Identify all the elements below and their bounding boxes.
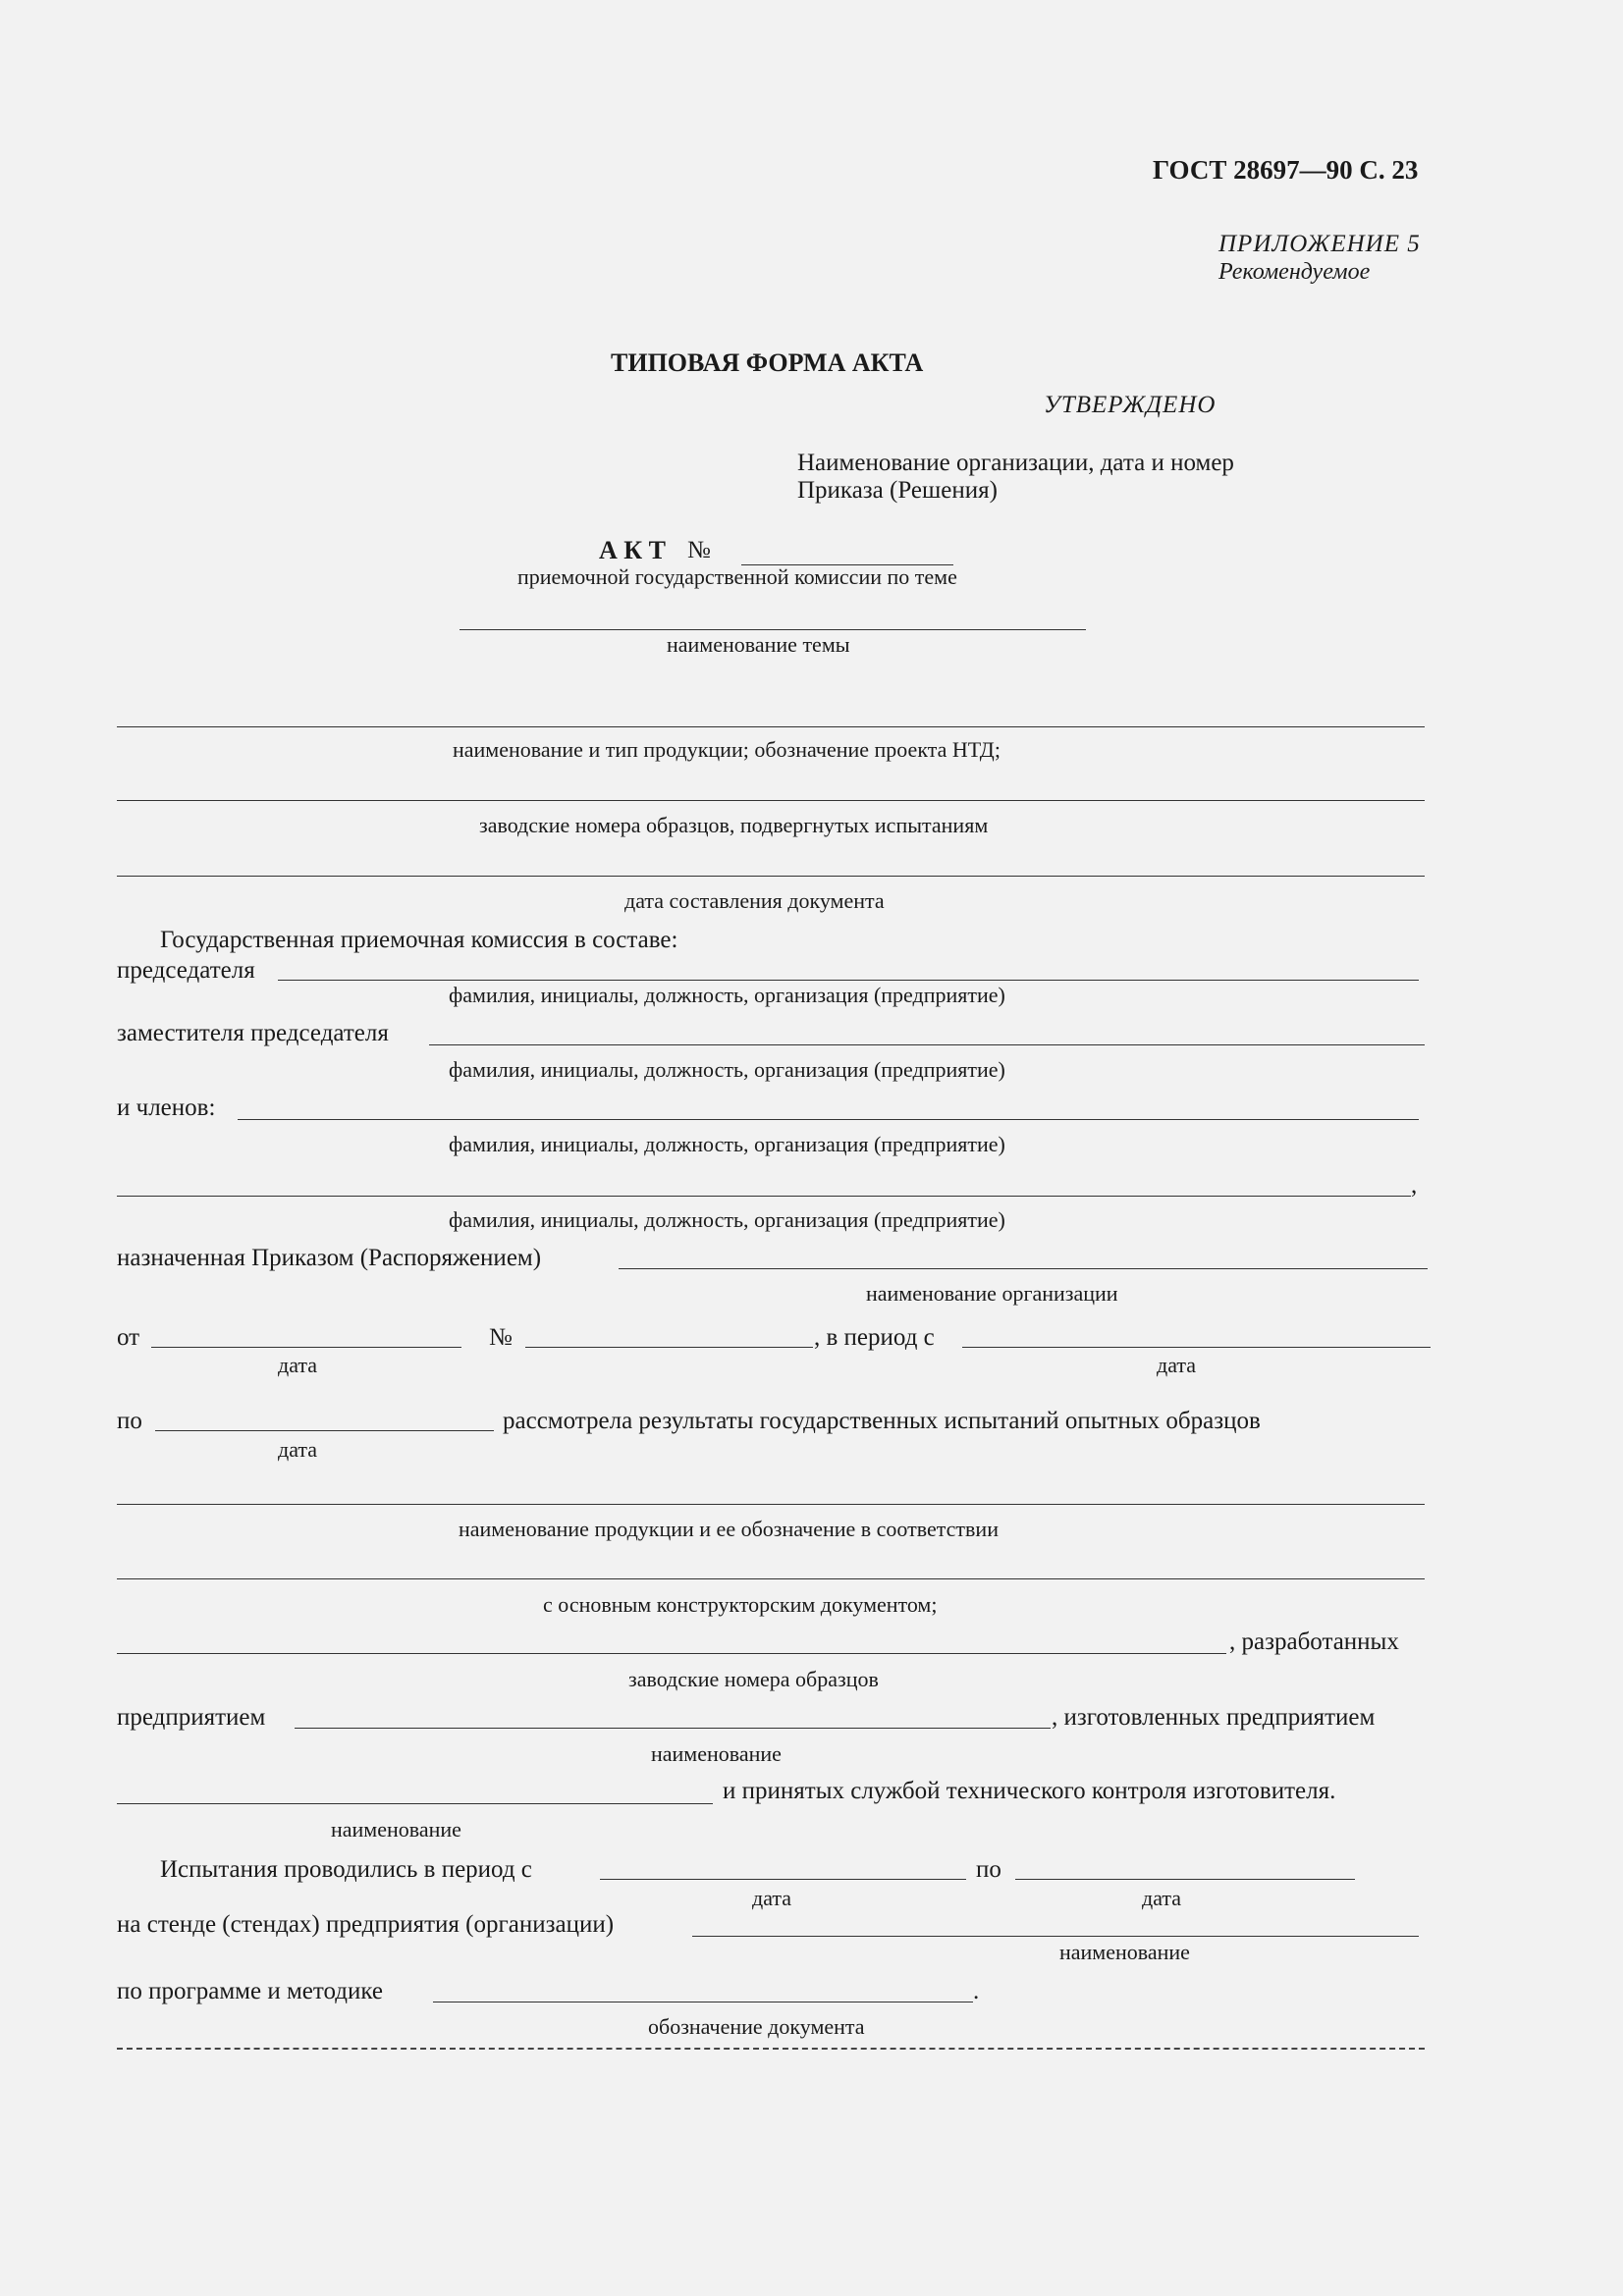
- doc-designation-caption: обозначение документа: [648, 2014, 865, 2039]
- product-designation-field[interactable]: [117, 1504, 1425, 1505]
- tests-period-label: Испытания проводились в период с: [160, 1856, 532, 1883]
- chairman-caption: фамилия, инициалы, должность, организация (предприятие): [449, 983, 1005, 1007]
- topic-field[interactable]: [460, 629, 1086, 630]
- enterprise-label: предприятием: [117, 1704, 266, 1731]
- program-label: по программе и методике: [117, 1978, 383, 2004]
- serials-tested-field[interactable]: [117, 800, 1425, 801]
- reviewed-text: рассмотрела результаты государственных испытаний опытных образцов: [503, 1408, 1261, 1434]
- members-caption-2: фамилия, инициалы, должность, организация (предприятие): [449, 1207, 1005, 1232]
- period-to-caption: дата: [278, 1437, 318, 1462]
- period-from-caption: дата: [1157, 1353, 1197, 1377]
- page-title: ТИПОВАЯ ФОРМА АКТА: [611, 348, 924, 377]
- order-number-sign: №: [489, 1324, 513, 1351]
- topic-caption: наименование темы: [667, 632, 850, 657]
- tests-to-field[interactable]: [1015, 1879, 1355, 1880]
- order-date-field[interactable]: [151, 1347, 461, 1348]
- period-from-label: , в период с: [814, 1324, 935, 1351]
- stand-field[interactable]: [692, 1936, 1419, 1937]
- deputy-field[interactable]: [429, 1044, 1425, 1045]
- members-label: и членов:: [117, 1095, 216, 1121]
- product-designation-caption: наименование продукции и ее обозначение в соответствии: [459, 1517, 999, 1541]
- doc-date-caption: дата составления документа: [624, 888, 885, 913]
- members-field-2[interactable]: [117, 1196, 1411, 1197]
- period-to-field[interactable]: [155, 1430, 494, 1431]
- approval-text-line1: Наименование организации, дата и номер: [797, 450, 1234, 476]
- order-date-caption: дата: [278, 1353, 318, 1377]
- developer-field[interactable]: [295, 1728, 1051, 1729]
- tests-to-caption: дата: [1142, 1886, 1182, 1910]
- members-comma: ,: [1411, 1172, 1418, 1199]
- approved-label: УТВЕРЖДЕНО: [1044, 392, 1217, 418]
- chairman-label: председателя: [117, 957, 255, 984]
- stand-label: на стенде (стендах) предприятия (организации): [117, 1911, 615, 1938]
- appendix-label: ПРИЛОЖЕНИЕ 5: [1218, 231, 1421, 257]
- act-subtitle: приемочной государственной комиссии по теме: [517, 564, 957, 589]
- developed-text: , разработанных: [1229, 1629, 1399, 1655]
- continuation-divider: [117, 2048, 1425, 2050]
- to-label: по: [117, 1408, 142, 1434]
- manufacturer-caption: наименование: [331, 1817, 461, 1842]
- serials-tested-caption: заводские номера образцов, подвергнутых испытаниям: [479, 813, 989, 837]
- tests-to-label: по: [976, 1856, 1001, 1883]
- appointed-field[interactable]: [619, 1268, 1428, 1269]
- accepted-text: и принятых службой технического контроля изготовителя.: [723, 1778, 1336, 1804]
- recommended-label: Рекомендуемое: [1218, 259, 1371, 285]
- deputy-label: заместителя председателя: [117, 1020, 389, 1046]
- deputy-caption: фамилия, инициалы, должность, организация (предприятие): [449, 1057, 1005, 1082]
- serials-caption: заводские номера образцов: [628, 1667, 879, 1691]
- chairman-field[interactable]: [278, 980, 1419, 981]
- design-doc-field[interactable]: [117, 1578, 1425, 1579]
- approval-text-line2: Приказа (Решения): [797, 477, 998, 504]
- members-field-1[interactable]: [238, 1119, 1419, 1120]
- period-from-field[interactable]: [962, 1347, 1431, 1348]
- commission-intro: Государственная приемочная комиссия в составе:: [160, 927, 678, 953]
- members-caption-1: фамилия, инициалы, должность, организация (предприятие): [449, 1132, 1005, 1156]
- appointed-label: назначенная Приказом (Распоряжением): [117, 1245, 542, 1271]
- manufacturer-field[interactable]: [117, 1803, 713, 1804]
- program-period: .: [973, 1978, 980, 2004]
- stand-caption: наименование: [1059, 1940, 1190, 1964]
- product-type-field[interactable]: [117, 726, 1425, 727]
- tests-from-caption: дата: [752, 1886, 792, 1910]
- standard-header: ГОСТ 28697—90 С. 23: [1153, 155, 1419, 185]
- act-number-sign: №: [687, 537, 711, 563]
- tests-from-field[interactable]: [600, 1879, 966, 1880]
- product-type-caption: наименование и тип продукции; обозначение проекта НТД;: [453, 737, 1001, 762]
- act-label: А К Т: [599, 536, 666, 564]
- design-doc-caption: с основным конструкторским документом;: [543, 1592, 938, 1617]
- from-label: от: [117, 1324, 140, 1351]
- serials-field[interactable]: [117, 1653, 1226, 1654]
- order-number-field[interactable]: [525, 1347, 813, 1348]
- manufactured-text: , изготовленных предприятием: [1052, 1704, 1376, 1731]
- developer-caption: наименование: [651, 1741, 782, 1766]
- doc-date-field[interactable]: [117, 876, 1425, 877]
- org-name-caption: наименование организации: [866, 1281, 1118, 1306]
